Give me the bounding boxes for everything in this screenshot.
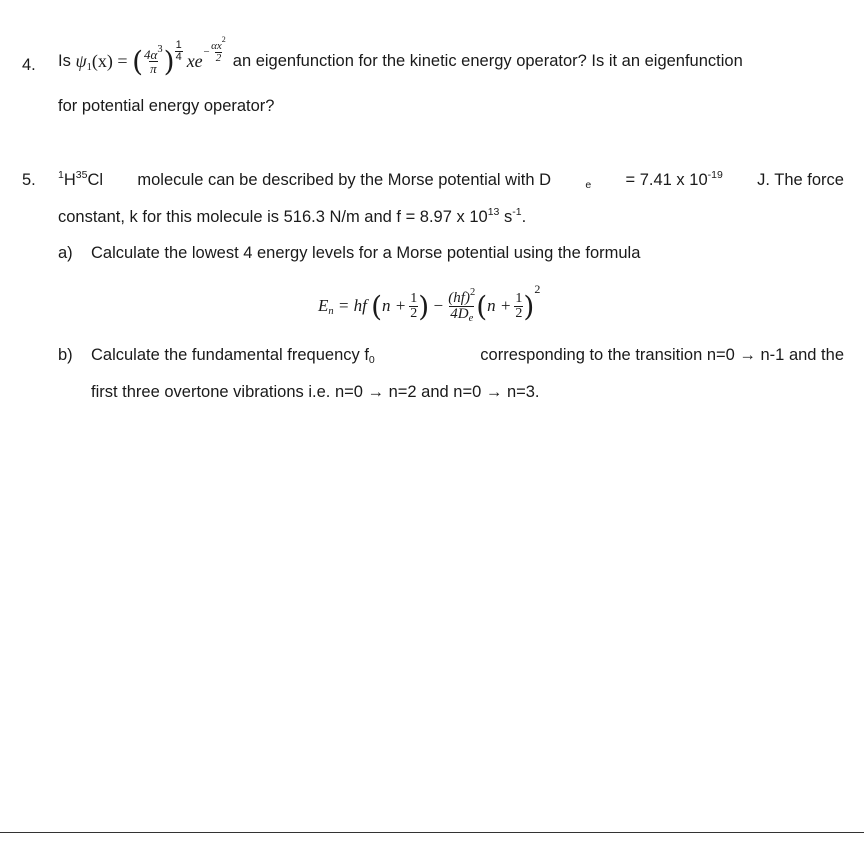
formula-half-1: $\frac{1}{2}$ bbox=[410, 290, 418, 321]
part-a-label: a) bbox=[58, 244, 73, 262]
part-b-line-2: first three overtone vibrations i.e. n=0 → n=2 and n=0 → n=3. bbox=[91, 383, 540, 401]
question-5-line-1: $^1H^{35}Cl$ molecule can be described by the Morse potential with D $_e$ = 7.41 x $10^{-19}$ J. The force bbox=[58, 169, 844, 191]
part-b-label: b) bbox=[58, 346, 73, 364]
exponent-term: − $\frac{\alpha x^2}{2}$ bbox=[202, 35, 226, 64]
psi-function: $\psi_1(x)$ = bbox=[75, 50, 128, 73]
question-5-number: 5. bbox=[22, 171, 36, 189]
right-paren: ) bbox=[163, 44, 175, 78]
formula-outer-exponent: 2 bbox=[534, 282, 541, 296]
formula-lhs: $E_n$ bbox=[318, 296, 334, 317]
formula-anharmonic-fraction: $\frac{(hf)^2}{4D_e}$ bbox=[448, 286, 476, 324]
question-4-text: an eigenfunction for the kinetic energy operator? Is it an eigenfunction bbox=[232, 51, 743, 70]
question-4-line-2: for potential energy operator? bbox=[58, 97, 275, 115]
bottom-rule bbox=[0, 832, 864, 833]
xe-term: xe bbox=[186, 50, 203, 71]
question-4-is: Is bbox=[58, 51, 71, 70]
morse-formula: $E_n$ = hf ( n + $\frac{1}{2}$ ) − $\frac{(hf)^2}{4D_e}$ ( n + $\frac{1}{2}$ ) 2 bbox=[318, 282, 541, 324]
formula-hf: = hf bbox=[337, 296, 367, 315]
outer-exponent: $\frac{1}{4}$ bbox=[175, 38, 182, 63]
formula-half-2: $\frac{1}{2}$ bbox=[515, 290, 523, 321]
normalization-fraction: $\frac{4\alpha^3}{\pi}$ bbox=[144, 43, 163, 76]
part-b-line-1: Calculate the fundamental frequency $f_0$ corresponding to the transition n=0 → n-1 and the bbox=[91, 346, 844, 366]
question-4-number: 4. bbox=[22, 56, 36, 74]
part-a-text: Calculate the lowest 4 energy levels for a Morse potential using the formula bbox=[91, 244, 641, 262]
left-paren: ( bbox=[132, 44, 144, 78]
question-4-line-1 bbox=[58, 36, 743, 86]
question-5-line-2: constant, k for this molecule is 516.3 N/m and f = 8.97 x $10^{13}$ $s^{-1}$. bbox=[58, 206, 527, 226]
